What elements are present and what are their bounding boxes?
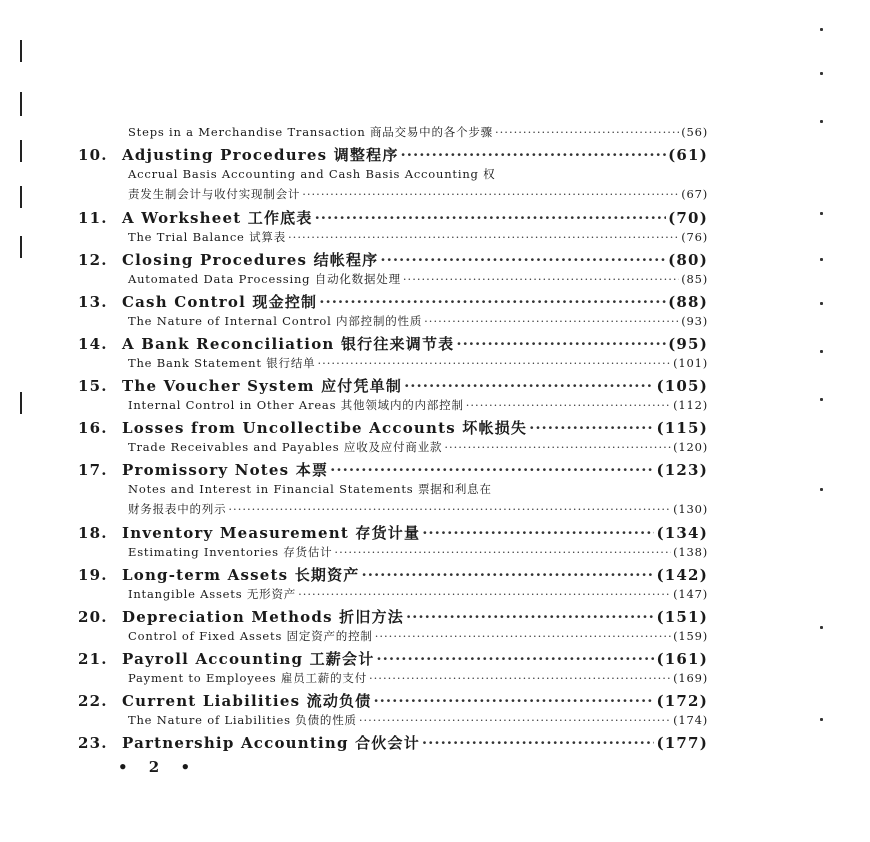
toc-section-title: Estimating Inventories 存货估计: [128, 545, 333, 559]
toc-chapter-number: 12.: [78, 251, 108, 269]
toc-section-title: The Nature of Liabilities 负债的性质: [128, 713, 357, 727]
toc-section: [128, 124, 708, 140]
toc-page-number: (169): [673, 671, 708, 685]
toc-section-title: Intangible Assets 无形资产: [128, 587, 297, 601]
toc-chapter: [78, 522, 708, 543]
binding-bar: [20, 236, 22, 258]
leader-dots: [369, 671, 671, 685]
leader-dots: [406, 608, 655, 626]
speck: [820, 72, 823, 75]
toc-chapter-number: 15.: [78, 377, 108, 395]
toc-page-number: (67): [681, 187, 708, 201]
toc-page-number: (85): [681, 272, 708, 286]
toc-chapter: [78, 144, 708, 165]
leader-dots: [359, 713, 671, 727]
binding-bar: [20, 92, 22, 116]
toc-chapter: [78, 375, 708, 396]
toc-chapter: [78, 459, 708, 480]
toc-section-title: The Trial Balance 试算表: [128, 230, 287, 244]
toc-chapter: [78, 249, 708, 270]
toc-chapter-number: 16.: [78, 419, 108, 437]
toc-page-number: (134): [656, 524, 708, 542]
speck: [820, 488, 823, 491]
toc-chapter-number: 21.: [78, 650, 108, 668]
toc-section-title-continued: 财务报表中的列示: [128, 502, 227, 516]
toc-section: [128, 397, 708, 413]
toc-page-number: (142): [656, 566, 708, 584]
toc-chapter-number: 17.: [78, 461, 108, 479]
toc-page-number: (56): [681, 125, 708, 139]
toc-section-title: Trade Receivables and Payables 应收及应付商业款: [128, 440, 443, 454]
toc-page-number: (88): [668, 293, 708, 311]
leader-dots: [376, 650, 654, 668]
toc-page-number: (101): [673, 356, 708, 370]
toc-page-number: (151): [656, 608, 708, 626]
leader-dots: [380, 251, 666, 269]
toc-chapter-number: 10.: [78, 146, 108, 164]
leader-dots: [334, 545, 671, 559]
speck: [820, 212, 823, 215]
toc-page-number: (159): [673, 629, 708, 643]
toc-section-title: Steps in a Merchandise Transaction 商品交易中的各个步骤: [128, 125, 493, 139]
toc-page-number: (93): [681, 314, 708, 328]
toc-chapter-title: Cash Control 现金控制: [122, 293, 318, 311]
toc-section: [128, 355, 708, 371]
binding-bar: [20, 392, 22, 414]
toc-page-number: (115): [656, 419, 708, 437]
leader-dots: [298, 587, 671, 601]
leader-dots: [330, 461, 654, 479]
page-number: • 2 •: [118, 758, 199, 776]
toc-page-number: (70): [668, 209, 708, 227]
toc-chapter-number: 11.: [78, 209, 108, 227]
toc-chapter-number: 18.: [78, 524, 108, 542]
toc-section: [128, 229, 708, 245]
toc-page-number: (105): [656, 377, 708, 395]
leader-dots: [495, 125, 679, 139]
leader-dots: [373, 692, 654, 710]
toc-section-title-continued: 责发生制会计与收付实现制会计: [128, 187, 301, 201]
toc-chapter-title: Closing Procedures 结帐程序: [122, 251, 379, 269]
speck: [820, 28, 823, 31]
leader-dots: [529, 419, 654, 437]
leader-dots: [375, 629, 671, 643]
leader-dots: [466, 398, 671, 412]
speck: [820, 626, 823, 629]
toc-section-title: Notes and Interest in Financial Statements 票据和利息在: [128, 482, 492, 496]
toc-section: [128, 439, 708, 455]
toc-section-title: The Nature of Internal Control 内部控制的性质: [128, 314, 423, 328]
toc-chapter: [78, 648, 708, 669]
toc-chapter-number: 20.: [78, 608, 108, 626]
toc-page-number: (147): [673, 587, 708, 601]
toc-chapter-title: A Worksheet 工作底表: [122, 209, 313, 227]
toc-chapter-number: 14.: [78, 335, 108, 353]
toc-chapter: [78, 333, 708, 354]
toc-section: [128, 544, 708, 560]
toc-chapter-title: Long-term Assets 长期资产: [122, 566, 360, 584]
toc-chapter-title: A Bank Reconciliation 银行往来调节表: [122, 335, 455, 353]
leader-dots: [403, 272, 679, 286]
toc-chapter: [78, 690, 708, 711]
leader-dots: [401, 146, 667, 164]
toc-page-number: (177): [656, 734, 708, 752]
toc-page-number: (95): [668, 335, 708, 353]
toc-chapter-title: Partnership Accounting 合伙会计: [122, 734, 420, 752]
toc-chapter-title: Adjusting Procedures 调整程序: [122, 146, 399, 164]
toc-section: [128, 670, 708, 686]
toc-chapter-title: The Voucher System 应付凭单制: [122, 377, 403, 395]
toc-page-number: (80): [668, 251, 708, 269]
toc-chapter-number: 22.: [78, 692, 108, 710]
toc-section: [128, 313, 708, 329]
leader-dots: [288, 230, 679, 244]
leader-dots: [456, 335, 666, 353]
toc-chapter: [78, 732, 708, 753]
leader-dots: [424, 314, 679, 328]
binding-bar: [20, 186, 22, 208]
toc-section: [128, 628, 708, 644]
leader-dots: [302, 187, 679, 201]
toc-chapter-title: Promissory Notes 本票: [122, 461, 329, 479]
toc-section-title: Control of Fixed Assets 固定资产的控制: [128, 629, 373, 643]
toc-chapter-title: Current Liabilities 流动负债: [122, 692, 372, 710]
toc-chapter: [78, 417, 708, 438]
toc-section: [128, 166, 708, 182]
toc-page-number: (174): [673, 713, 708, 727]
speck: [820, 302, 823, 305]
toc-page-number: (138): [673, 545, 708, 559]
toc-section-title: Payment to Employees 雇员工薪的支付: [128, 671, 367, 685]
leader-dots: [422, 524, 654, 542]
toc-page-number: (172): [656, 692, 708, 710]
leader-dots: [228, 502, 671, 516]
toc-section-continued: [128, 501, 708, 517]
toc-section-continued: [128, 186, 708, 202]
toc-chapter-title: Inventory Measurement 存货计量: [122, 524, 421, 542]
toc-chapter: [78, 606, 708, 627]
toc-chapter-number: 23.: [78, 734, 108, 752]
toc-page-number: (112): [673, 398, 708, 412]
toc-chapter-number: 13.: [78, 293, 108, 311]
toc-section-title: Internal Control in Other Areas 其他领域内的内部控制: [128, 398, 464, 412]
toc-section-title: Automated Data Processing 自动化数据处理: [128, 272, 401, 286]
toc-section: [128, 712, 708, 728]
toc-chapter-title: Losses from Uncollectibe Accounts 坏帐损失: [122, 419, 528, 437]
toc-page-number: (120): [673, 440, 708, 454]
leader-dots: [317, 356, 671, 370]
leader-dots: [444, 440, 671, 454]
toc-section: [128, 271, 708, 287]
speck: [820, 120, 823, 123]
leader-dots: [404, 377, 654, 395]
leader-dots: [315, 209, 667, 227]
leader-dots: [362, 566, 655, 584]
toc-chapter-title: Depreciation Methods 折旧方法: [122, 608, 404, 626]
toc-section-title: Accrual Basis Accounting and Cash Basis Accounting 权: [128, 167, 496, 181]
toc-page-number: (123): [656, 461, 708, 479]
speck: [820, 718, 823, 721]
toc-page-number: (130): [673, 502, 708, 516]
toc-chapter-title: Payroll Accounting 工薪会计: [122, 650, 375, 668]
speck: [820, 258, 823, 261]
binding-bar: [20, 40, 22, 62]
toc-page-number: (161): [656, 650, 708, 668]
toc-chapter: [78, 564, 708, 585]
toc-section: [128, 481, 708, 497]
toc-section: [128, 586, 708, 602]
binding-bar: [20, 140, 22, 162]
leader-dots: [319, 293, 666, 311]
speck: [820, 350, 823, 353]
leader-dots: [422, 734, 655, 752]
speck: [820, 398, 823, 401]
toc-chapter-number: 19.: [78, 566, 108, 584]
toc-section-title: The Bank Statement 银行结单: [128, 356, 316, 370]
toc-chapter: [78, 207, 708, 228]
toc-page-number: (76): [681, 230, 708, 244]
toc-page-number: (61): [668, 146, 708, 164]
toc-chapter: [78, 291, 708, 312]
